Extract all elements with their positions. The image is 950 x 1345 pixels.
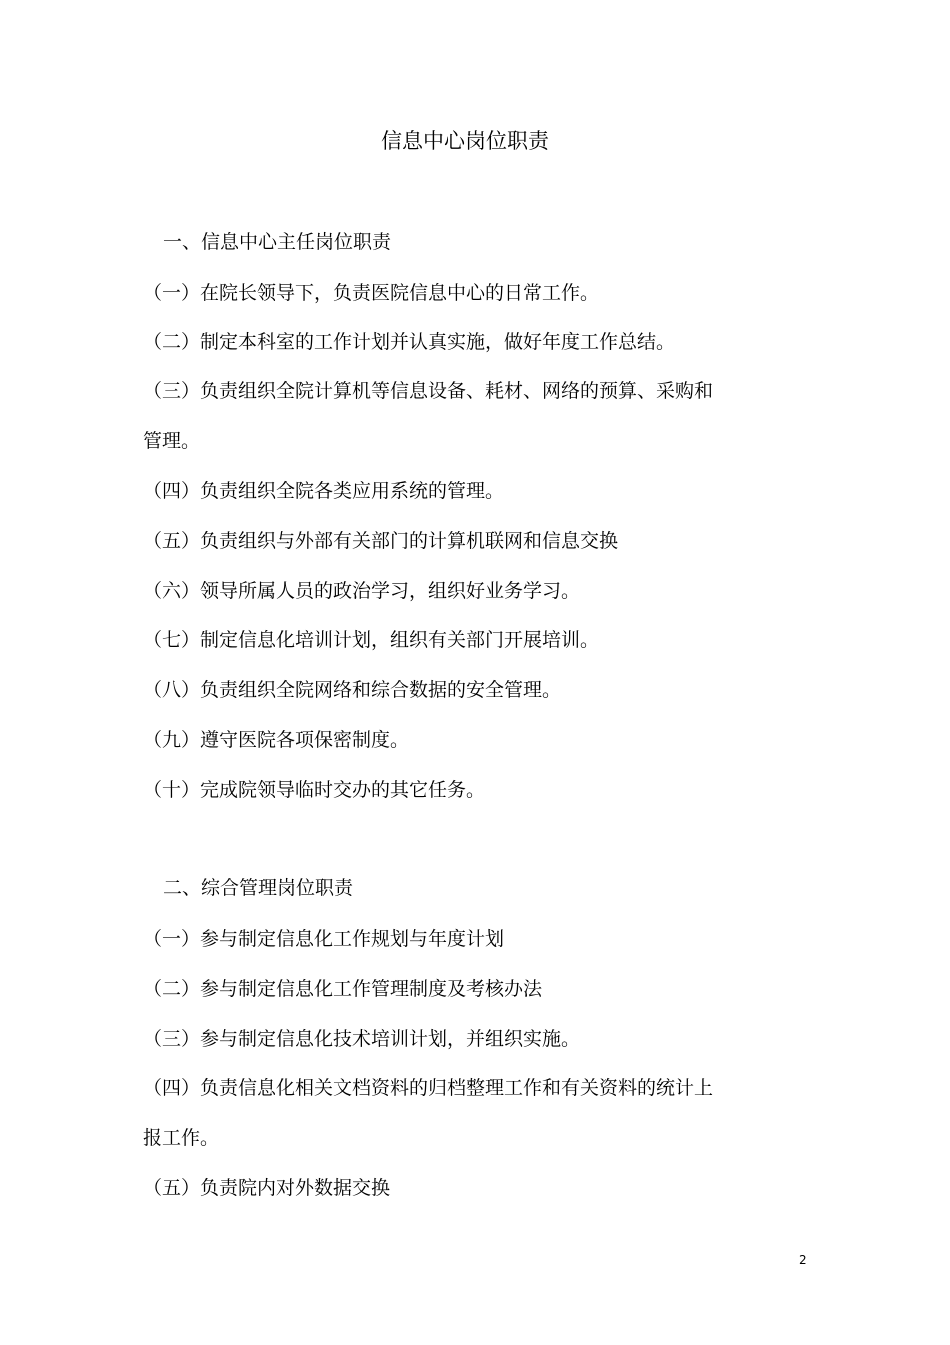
document-title: 信息中心岗位职责 xyxy=(381,129,549,153)
section-2-item-3: （三）参与制定信息化技术培训计划，并组织实施。 xyxy=(143,1028,581,1050)
section-1-item-3-continued: 管理。 xyxy=(143,430,201,452)
section-1-item-4: （四）负责组织全院各类应用系统的管理。 xyxy=(143,480,505,502)
section-2-heading: 二、综合管理岗位职责 xyxy=(163,877,354,899)
section-1-item-3: （三）负责组织全院计算机等信息设备、耗材、网络的预算、采购和 xyxy=(143,380,714,402)
section-1-heading: 一、信息中心主任岗位职责 xyxy=(163,231,392,253)
section-1-item-6: （六）领导所属人员的政治学习，组织好业务学习。 xyxy=(143,580,581,602)
section-2-item-4: （四）负责信息化相关文档资料的归档整理工作和有关资料的统计上 xyxy=(143,1077,714,1099)
section-1-item-9: （九）遵守医院各项保密制度。 xyxy=(143,729,410,751)
section-1-item-5: （五）负责组织与外部有关部门的计算机联网和信息交换 xyxy=(143,530,619,552)
section-1-item-1: （一）在院长领导下，负责医院信息中心的日常工作。 xyxy=(143,282,600,304)
section-2-item-5: （五）负责院内对外数据交换 xyxy=(143,1177,391,1199)
section-2-item-1: （一）参与制定信息化工作规划与年度计划 xyxy=(143,928,505,950)
page-number: 2 xyxy=(799,1253,807,1267)
section-1-item-2: （二）制定本科室的工作计划并认真实施，做好年度工作总结。 xyxy=(143,331,676,353)
section-2-item-2: （二）参与制定信息化工作管理制度及考核办法 xyxy=(143,978,543,1000)
section-1-item-10: （十）完成院领导临时交办的其它任务。 xyxy=(143,779,486,801)
section-1-item-7: （七）制定信息化培训计划，组织有关部门开展培训。 xyxy=(143,629,600,651)
section-2-item-4-continued: 报工作。 xyxy=(143,1127,220,1149)
section-1-item-8: （八）负责组织全院网络和综合数据的安全管理。 xyxy=(143,679,562,701)
